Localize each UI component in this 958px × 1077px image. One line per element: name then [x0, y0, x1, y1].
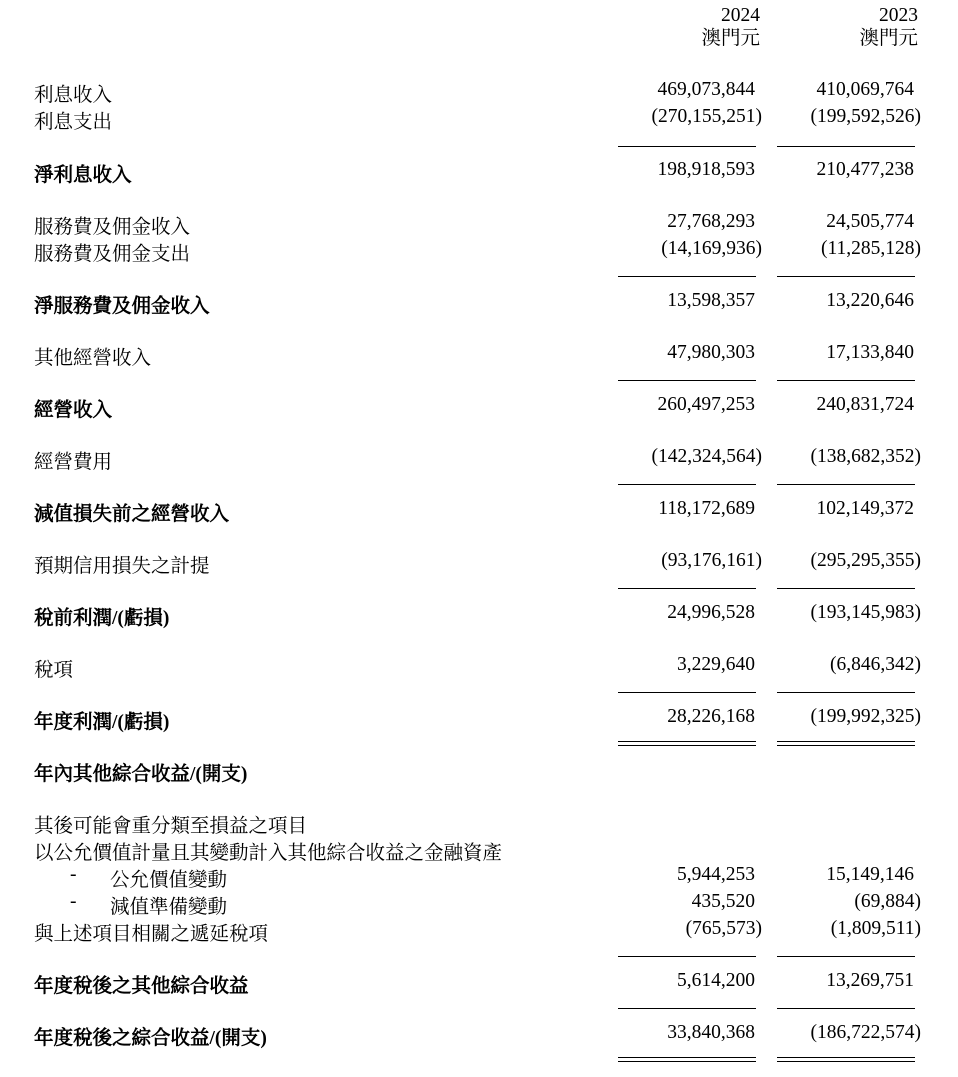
table-row	[0, 106, 958, 132]
row-label: 減值損失前之經營收入	[34, 504, 230, 525]
subtotal-rule	[618, 276, 756, 277]
value-2023: 210,477,238	[816, 159, 914, 180]
value-2024: 3,229,640	[677, 654, 755, 675]
subtotal-rule	[777, 380, 915, 381]
row-label: 利息支出	[34, 112, 113, 133]
row-label: 與上述項目相關之遞延稅項	[34, 924, 269, 945]
value-2023: 13,220,646	[826, 290, 914, 311]
value-2024: 24,996,528	[667, 602, 755, 623]
subtotal-rule	[777, 276, 915, 277]
subtotal-rule	[618, 692, 756, 693]
value-2023: (1,809,511)	[830, 918, 921, 939]
row-label: 年度稅後之綜合收益/(開支)	[34, 1028, 267, 1049]
row-label: 年度稅後之其他綜合收益	[34, 976, 249, 997]
subtotal-rule	[618, 146, 756, 147]
subtotal-rule	[618, 1008, 756, 1009]
row-label: 稅項	[34, 660, 74, 681]
subtotal-rule	[618, 588, 756, 589]
row-label: 減值準備變動	[110, 897, 228, 918]
subtotal-rule	[777, 146, 915, 147]
table-row	[0, 159, 958, 185]
value-2024: 198,918,593	[657, 159, 755, 180]
table-row	[0, 918, 958, 944]
row-label: 其他經營收入	[34, 348, 152, 369]
value-2023: (11,285,128)	[820, 238, 921, 259]
value-2023: (295,295,355)	[810, 550, 921, 571]
table-row	[0, 970, 958, 996]
subtotal-rule	[618, 484, 756, 485]
subtotal-rule	[777, 588, 915, 589]
row-label: 服務費及佣金支出	[34, 244, 191, 265]
value-2024: (93,176,161)	[661, 550, 762, 571]
value-2023: (138,682,352)	[810, 446, 921, 467]
value-2024: 260,497,253	[657, 394, 755, 415]
bullet-dash: -	[70, 864, 77, 885]
table-row	[0, 1022, 958, 1048]
row-label: 稅前利潤/(虧損)	[34, 608, 170, 629]
bullet-dash: -	[70, 891, 77, 912]
row-label: 其後可能會重分類至損益之項目	[34, 816, 308, 837]
value-2024: (142,324,564)	[651, 446, 762, 467]
header-col-2023	[778, 4, 918, 50]
row-label: 淨利息收入	[34, 165, 132, 186]
year-label-2023: 2023	[879, 5, 918, 26]
row-label: 以公允價值計量且其變動計入其他綜合收益之金融資產	[34, 843, 503, 864]
value-2023: 13,269,751	[826, 970, 914, 991]
total-double-rule	[777, 1057, 915, 1062]
row-label: 經營收入	[34, 400, 113, 421]
value-2024: 28,226,168	[667, 706, 755, 727]
subtotal-rule	[777, 1008, 915, 1009]
value-2023: (69,884)	[854, 891, 921, 912]
total-double-rule	[618, 1057, 756, 1062]
section-heading	[0, 758, 958, 784]
table-row	[0, 446, 958, 472]
table-row	[0, 550, 958, 576]
value-2024: (765,573)	[685, 918, 762, 939]
table-row	[0, 498, 958, 524]
table-row	[0, 238, 958, 264]
header-col-2024	[620, 4, 760, 50]
year-label-2024: 2024	[721, 5, 760, 26]
table-row	[0, 602, 958, 628]
value-2024: 47,980,303	[667, 342, 755, 363]
value-2024: 27,768,293	[667, 211, 755, 232]
subtotal-rule	[618, 380, 756, 381]
total-double-rule	[777, 741, 915, 746]
row-label: 預期信用損失之計提	[34, 556, 210, 577]
currency-label-2024: 澳門元	[701, 28, 760, 49]
row-label: 年度利潤/(虧損)	[34, 712, 170, 733]
value-2023: 410,069,764	[816, 79, 914, 100]
value-2024: 13,598,357	[667, 290, 755, 311]
row-label: 服務費及佣金收入	[34, 217, 191, 238]
subtotal-rule	[777, 692, 915, 693]
table-row	[0, 290, 958, 316]
value-2023: (199,992,325)	[810, 706, 921, 727]
subtotal-rule	[618, 956, 756, 957]
table-row	[0, 79, 958, 105]
total-double-rule	[618, 741, 756, 746]
value-2024: 435,520	[691, 891, 755, 912]
value-2023: (6,846,342)	[830, 654, 921, 675]
subtotal-rule	[777, 956, 915, 957]
value-2024: 5,614,200	[677, 970, 755, 991]
value-2024: (270,155,251)	[651, 106, 762, 127]
value-2023: 240,831,724	[816, 394, 914, 415]
section-heading	[0, 810, 958, 836]
row-label: 公允價值變動	[110, 870, 228, 891]
value-2023: (199,592,526)	[810, 106, 921, 127]
value-2024: 33,840,368	[667, 1022, 755, 1043]
table-row	[0, 864, 958, 890]
value-2023: 15,149,146	[826, 864, 914, 885]
value-2023: 24,505,774	[826, 211, 914, 232]
row-label: 經營費用	[34, 452, 113, 473]
value-2023: (186,722,574)	[810, 1022, 921, 1043]
table-row	[0, 654, 958, 680]
section-heading	[0, 837, 958, 863]
table-row	[0, 706, 958, 732]
table-row	[0, 394, 958, 420]
table-row	[0, 342, 958, 368]
value-2024: (14,169,936)	[661, 238, 762, 259]
value-2023: 17,133,840	[826, 342, 914, 363]
row-label: 淨服務費及佣金收入	[34, 296, 210, 317]
row-label: 利息收入	[34, 85, 113, 106]
row-label: 年內其他綜合收益/(開支)	[34, 764, 248, 785]
value-2024: 118,172,689	[658, 498, 755, 519]
value-2023: (193,145,983)	[810, 602, 921, 623]
subtotal-rule	[777, 484, 915, 485]
currency-label-2023: 澳門元	[859, 28, 918, 49]
value-2023: 102,149,372	[816, 498, 914, 519]
value-2024: 469,073,844	[657, 79, 755, 100]
value-2024: 5,944,253	[677, 864, 755, 885]
table-row	[0, 211, 958, 237]
table-row	[0, 891, 958, 917]
